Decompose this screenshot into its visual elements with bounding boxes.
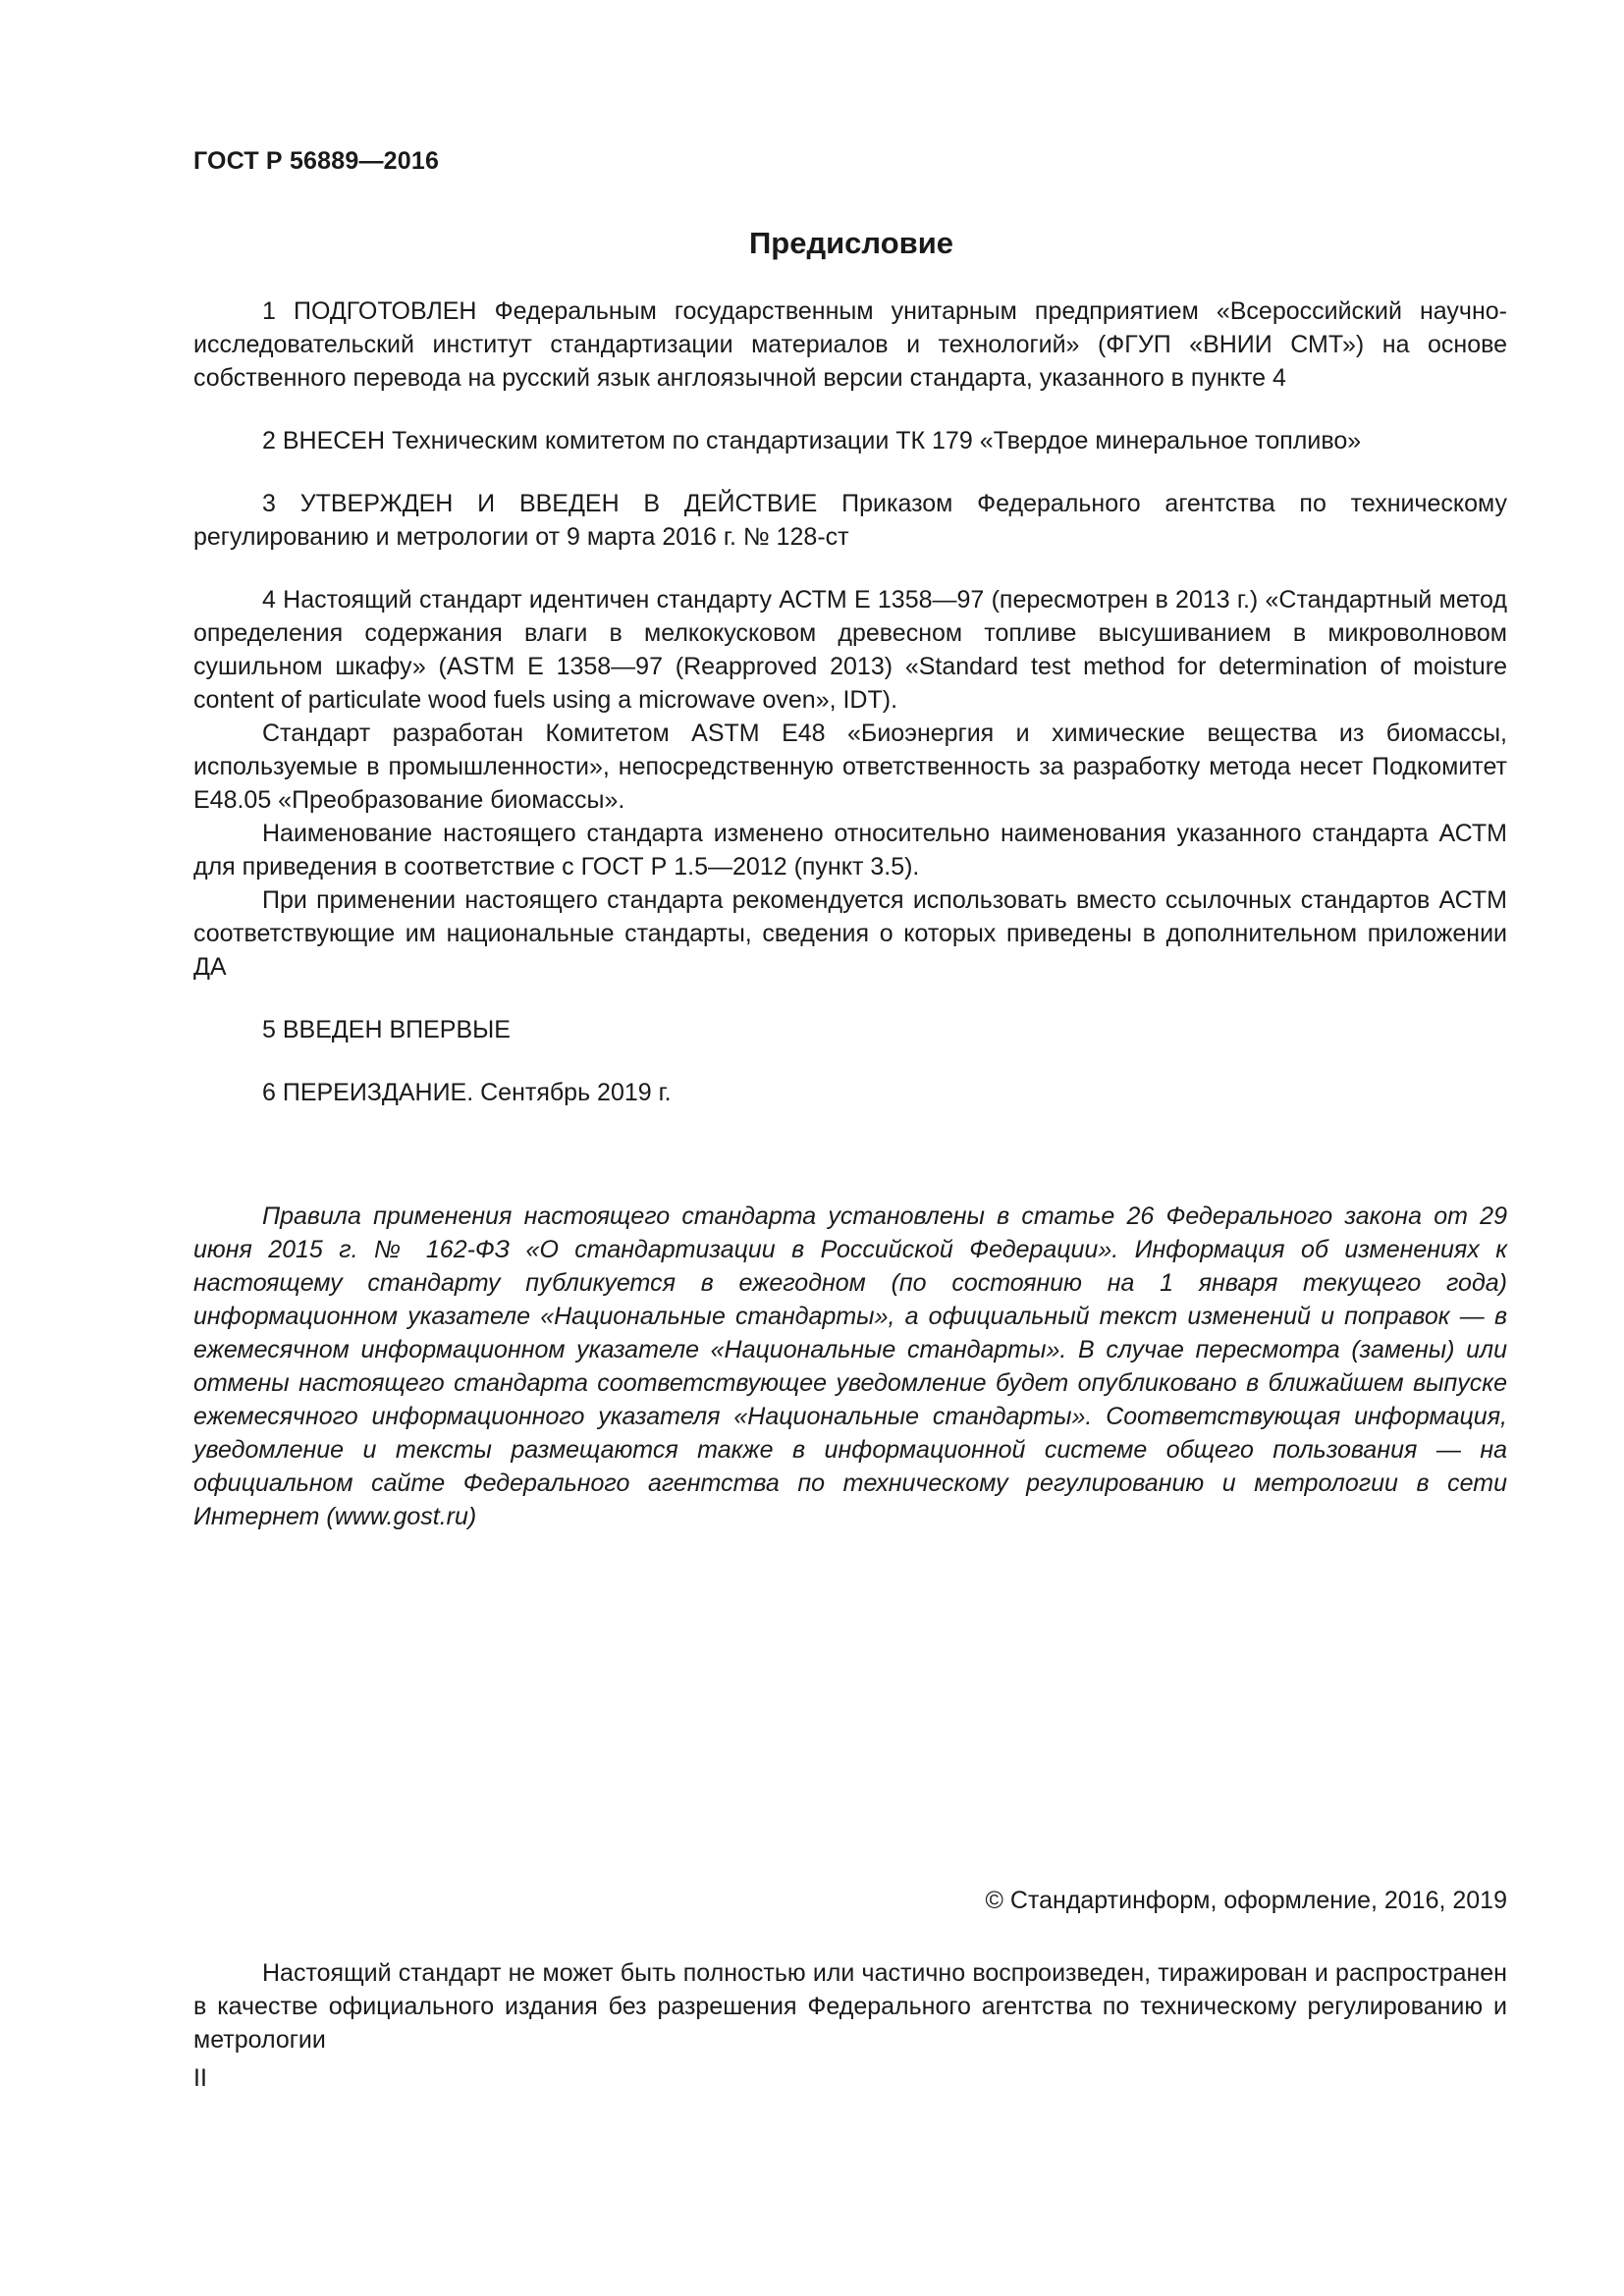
foreword-item-4-name-change: Наименование настоящего стандарта изменено относительно наименования указанного стандарта АСТМ для приведения в соответствие с ГОСТ Р 1.5—2012 (пункт 3.5). — [193, 820, 1507, 881]
foreword-item-3: 3 УТВЕРЖДЕН И ВВЕДЕН В ДЕЙСТВИЕ Приказом Федерального агентства по техническому регулированию и метрологии от 9 марта 2016 г. № 128-ст — [193, 490, 1507, 551]
page-number: II — [193, 2064, 207, 2092]
foreword-item-4-committee: Стандарт разработан Комитетом ASTM E48 «Биоэнергия и химические вещества из биомассы, используемые в промышленности», непосредственную ответственность за разработку метода несет Подкомитет E48.05 «Преобразование биомассы». — [193, 720, 1507, 814]
foreword-item-2: 2 ВНЕСЕН Техническим комитетом по стандартизации ТК 179 «Твердое минеральное топливо» — [262, 427, 1362, 454]
foreword-item-5: 5 ВВЕДЕН ВПЕРВЫЕ — [262, 1016, 511, 1043]
foreword-item-4-references: При применении настоящего стандарта рекомендуется использовать вместо ссылочных стандартов АСТМ соответствующие им национальные стандарты, сведения о которых приведены в дополнительном приложении ДА — [193, 886, 1507, 981]
reproduction-notice: Настоящий стандарт не может быть полностью или частично воспроизведен, тиражирован и распространен в качестве официального издания без разрешения Федерального агентства по техническому регулированию и метрологии — [193, 1959, 1507, 2054]
rules-notice: Правила применения настоящего стандарта установлены в статье 26 Федерального закона от 29 июня 2015 г. № 162-ФЗ «О стандартизации в Российской Федерации». Информация об изменениях к настоящему стандарту публикуется в ежегодном (по состоянию на 1 января текущего года) информационном указателе «Национальные стандарты», а официальный текст изменений и поправок — в ежемесячном информационном указателе «Национальные стандарты». В случае пересмотра (замены) или отмены настоящего стандарта соответствующее уведомление будет опубликовано в ближайшем выпуске ежемесячного информационного указателя «Национальные стандарты». Соответствующая информация, уведомление и тексты размещаются также в информационной системе общего пользования — на официальном сайте Федерального агентства по техническому регулированию и метрологии в сети Интернет (www.gost.ru) — [193, 1202, 1507, 1530]
foreword-item-4: 4 Настоящий стандарт идентичен стандарту АСТМ Е 1358—97 (пересмотрен в 2013 г.) «Стандартный метод определения содержания влаги в мелкокусковом древесном топливе высушиванием в микроволновом сушильном шкафу» (ASTM E 1358—97 (Reapproved 2013) «Standard test method for determination of moisture content of particulate wood fuels using a microwave oven», IDT). — [193, 586, 1507, 714]
copyright-line: © Стандартинформ, оформление, 2016, 2019 — [985, 1887, 1507, 1914]
page-title: Предисловие — [748, 226, 953, 260]
foreword-item-1: 1 ПОДГОТОВЛЕН Федеральным государственным унитарным предприятием «Всероссийский научно-исследовательский институт стандартизации материалов и технологий» (ФГУП «ВНИИ СМТ») на основе собственного перевода на русский язык англоязычной версии стандарта, указанного в пункте 4 — [193, 297, 1507, 392]
foreword-section — [193, 294, 1507, 1109]
document-code: ГОСТ Р 56889—2016 — [193, 147, 440, 175]
foreword-item-6: 6 ПЕРЕИЗДАНИЕ. Сентябрь 2019 г. — [262, 1079, 672, 1106]
